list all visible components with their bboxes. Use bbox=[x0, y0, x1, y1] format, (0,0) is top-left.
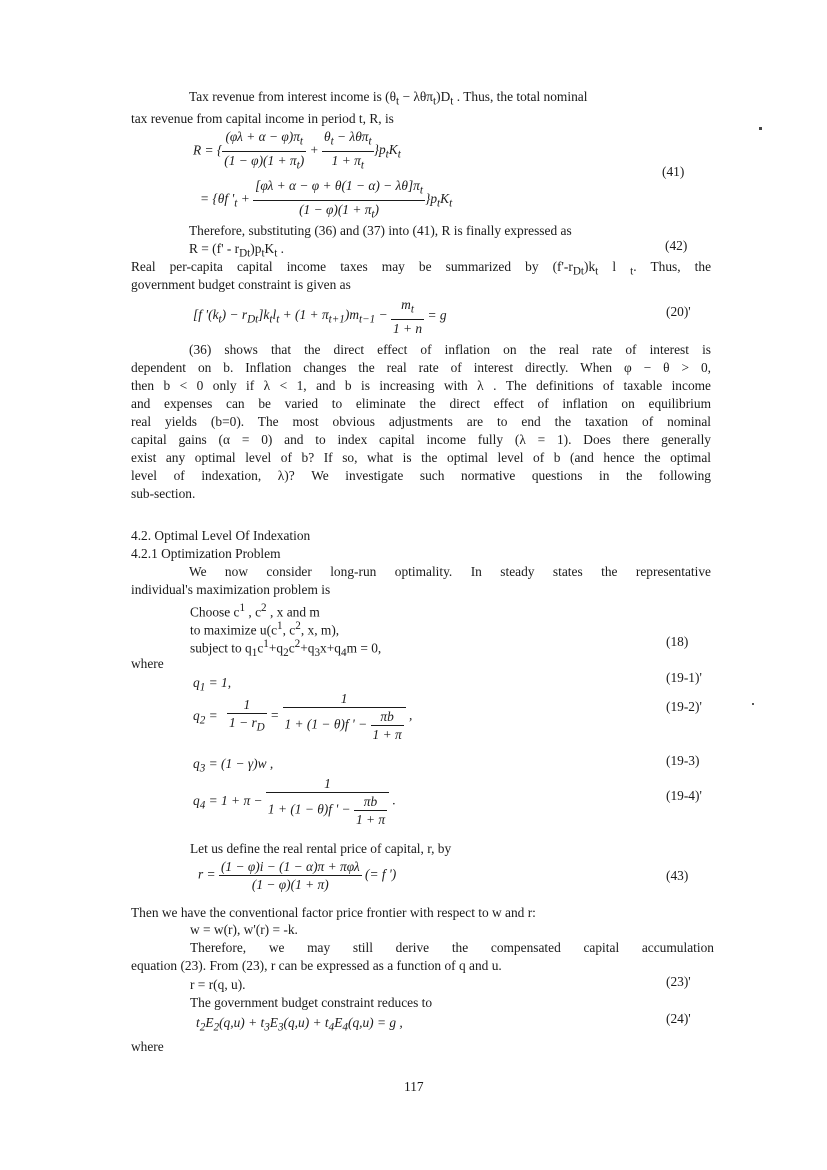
equation-19-1: $q_1 = 1$, bbox=[193, 675, 232, 694]
problem-line: Choose $c^1$ , $c^2$ , x and m bbox=[190, 602, 320, 620]
paragraph-line: capital gains (α = 0) and to index capital income fully (λ = 1). Does there generally bbox=[131, 432, 711, 447]
section-heading: 4.2. Optimal Level Of Indexation bbox=[131, 528, 311, 543]
paragraph-line: real yields (b=0). The most obvious adjustments are to end the taxation of nominal bbox=[131, 414, 711, 429]
equation-number: (23)' bbox=[666, 974, 691, 989]
text-line: Then we have the conventional factor price frontier with respect to w and r: bbox=[131, 905, 536, 920]
equation-number: (20)' bbox=[666, 304, 691, 319]
equation-24: $t_2E_2(q,u) + t_3E_3(q,u) + t_4E_4(q,u) = g$ , bbox=[196, 1015, 403, 1034]
equation-19-2: $q_2$ = $\frac{1}{1 - r_D}$ = 1 1 + (1 − θ)f ' − $\frac{\pi b}{1 + \pi}$ , bbox=[193, 691, 413, 742]
equation-43: r = $\frac{\text{(1 − φ)i − (1 − α)π + πφλ}}{(1 - \varphi)(1 + \pi)}$ (= f ') bbox=[198, 859, 397, 892]
equation-number: (18) bbox=[666, 634, 689, 649]
equation-41-line-2: = {θf '$_t$ + $\frac{[\varphi\lambda + \alpha - \varphi + \theta(1 - \alpha) - \lambda\theta]\pi_t}{(1 - \varphi)(1 + \pi_t)}$ }$p_tK_t$ bbox=[200, 177, 452, 223]
text-line: w = w(r), w'(r) = -k. bbox=[190, 922, 298, 937]
paragraph-line: and expenses can be varied to eliminate the direct effect of inflation on equilibrium bbox=[131, 396, 711, 411]
page-number: 117 bbox=[404, 1079, 424, 1094]
text-line: Real per-capita capital income taxes may be summarized by $(f'-r_{Dt})k_t$ l $_t$. Thus, the bbox=[131, 259, 712, 278]
text-line: Therefore, substituting (36) and (37) into (41), R is finally expressed as bbox=[189, 223, 572, 238]
paragraph-line: then b < 0 only if λ < 1, and b is increasing with λ . The definitions of taxable income bbox=[131, 378, 711, 393]
paragraph-line: exist any optimal level of b? If so, what is the optimal level of b (and hence the optimal bbox=[131, 450, 711, 465]
equation-number: (19-1)' bbox=[666, 670, 702, 685]
text-line: Tax revenue from interest income is $(\theta_t - \lambda\theta\pi_t)D_t$ . Thus, the total nominal bbox=[189, 89, 588, 108]
text-line: Therefore, we may still derive the compensated capital accumulation bbox=[190, 940, 714, 955]
paragraph-line: dependent on b. Inflation changes the real rate of interest directly. When φ − θ > 0, bbox=[131, 360, 711, 375]
paragraph-line: individual's maximization problem is bbox=[131, 582, 331, 597]
scan-speck bbox=[759, 127, 762, 130]
text-line: government budget constraint is given as bbox=[131, 277, 351, 292]
equation-19-4: $q_4 = 1 + \pi$ − 1 1 + (1 − θ)f ' − $\frac{\pi b}{1 + \pi}$ . bbox=[193, 776, 396, 827]
text-line: Let us define the real rental price of capital, r, by bbox=[190, 841, 452, 856]
equation-19-3: $q_3 = (1 - \gamma)w$ , bbox=[193, 756, 274, 775]
equation-number: (24)' bbox=[666, 1011, 691, 1026]
equation-number: (19-3) bbox=[666, 753, 700, 768]
paragraph-line: (36) shows that the direct effect of inflation on the real rate of interest is bbox=[189, 342, 711, 357]
equation-number: (19-4)' bbox=[666, 788, 702, 803]
equation-number: (43) bbox=[666, 868, 689, 883]
problem-line: to maximize $u(c^1$, $c^2$, x, m), bbox=[190, 620, 340, 638]
text-line: where bbox=[131, 1039, 164, 1054]
scan-speck bbox=[752, 703, 754, 705]
equation-number: (19-2)' bbox=[666, 699, 702, 714]
text-line: $R = (f' - r_{Dt})p_tK_t$ . bbox=[189, 241, 285, 260]
text-line: where bbox=[131, 656, 164, 671]
equation-20: [f '$(k_t) - r_{Dt}]k_tl_t + (1 + \pi_{t+1})m_{t-1}$ − $\frac{m_t}{1 + n}$ = g bbox=[193, 297, 447, 336]
subsection-heading: 4.2.1 Optimization Problem bbox=[131, 546, 281, 561]
paragraph-line: We now consider long-run optimality. In steady states the representative bbox=[189, 564, 711, 579]
equation-number: (42) bbox=[665, 238, 688, 253]
text-line: r = r(q, u). bbox=[190, 977, 246, 992]
text-line: equation (23). From (23), r can be expressed as a function of q and u. bbox=[131, 958, 502, 973]
equation-number: (41) bbox=[662, 164, 685, 179]
equation-41-line-1: R = { $\frac{(\varphi\lambda + \alpha - \varphi)\pi_t}{(1 - \varphi)(1 + \pi_t)}$ + $\frac{\theta_t - \lambda\theta\pi_t}{1 + \pi_t}$ }$p_tK_t$ bbox=[193, 128, 401, 174]
problem-line: subject to $q_1c^1+q_2c^2+q_3x+q_4m = 0$, bbox=[190, 638, 382, 660]
paragraph-line: level of indexation, λ)? We investigate such normative questions in the following bbox=[131, 468, 711, 483]
text-line: The government budget constraint reduces to bbox=[190, 995, 433, 1010]
text-line: tax revenue from capital income in period t, R, is bbox=[131, 111, 394, 126]
paragraph-line: sub-section. bbox=[131, 486, 196, 501]
